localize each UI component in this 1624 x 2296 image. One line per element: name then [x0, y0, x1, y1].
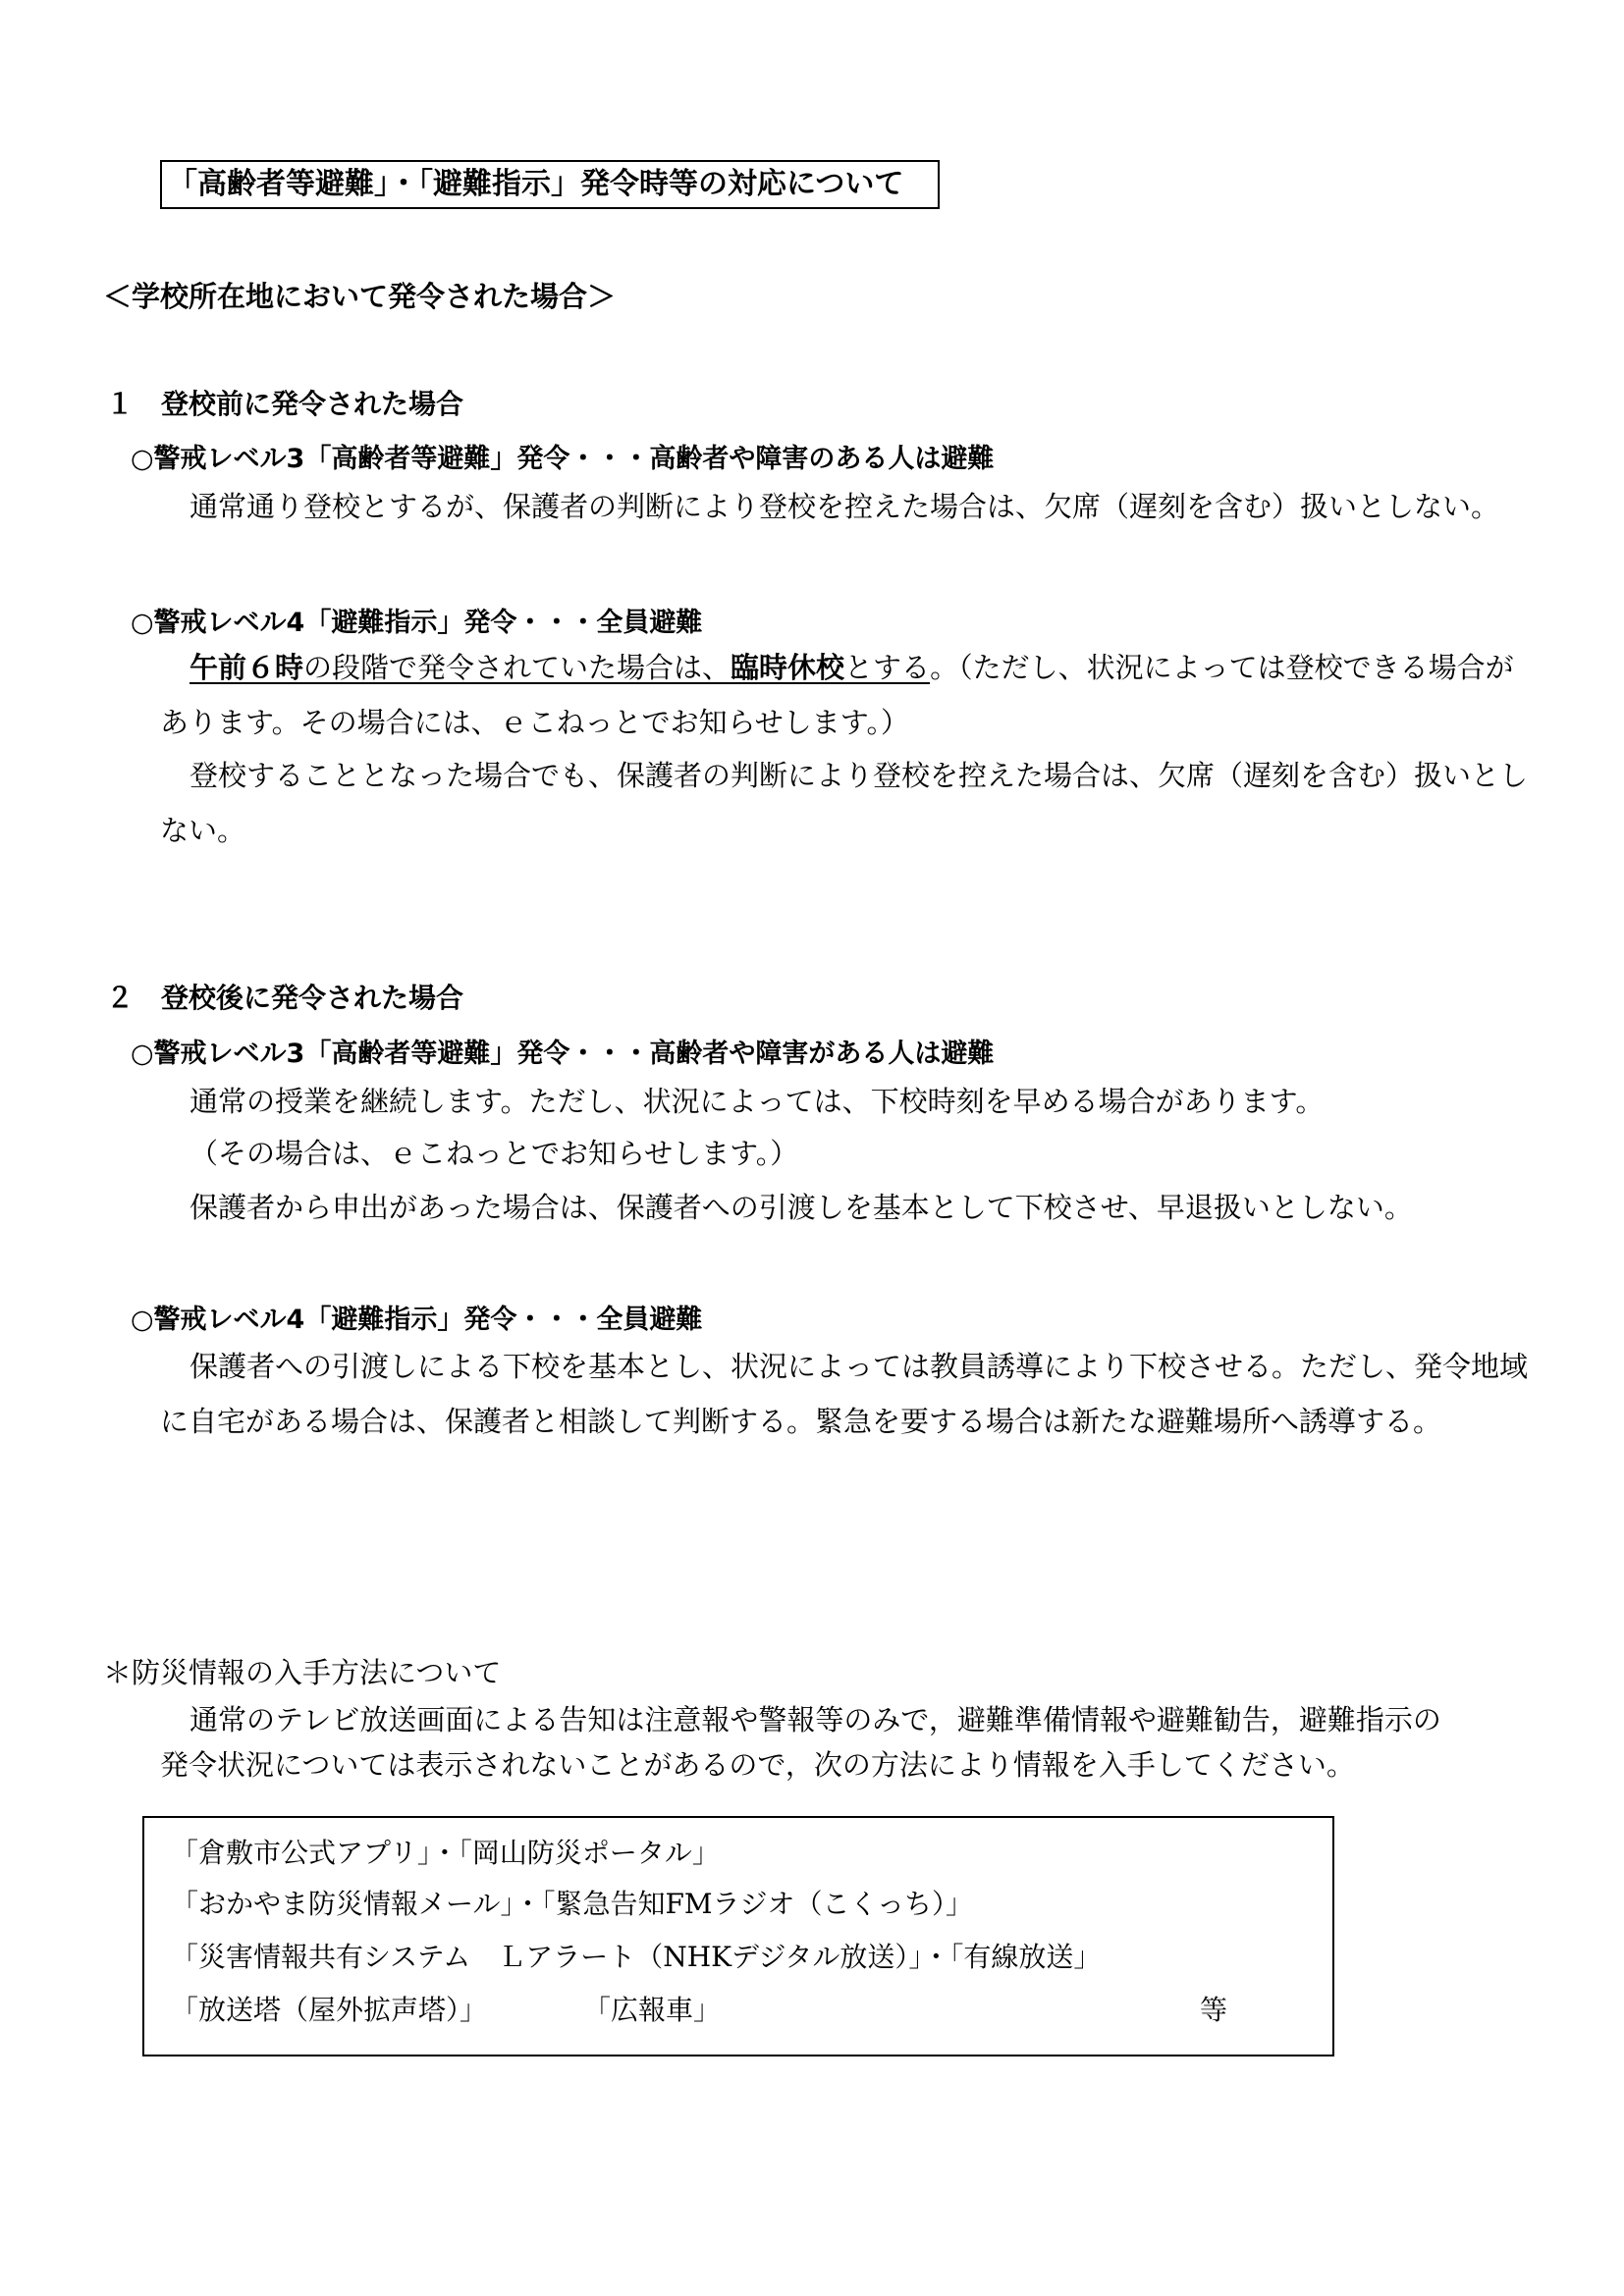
info-box-line-4-item-1: 「放送塔（屋外拡声塔）」	[171, 1994, 488, 2026]
closure-emphasis: 臨時休校	[731, 651, 845, 684]
note-text: 。（ただし、状況によっては登校できる場合が	[930, 651, 1514, 684]
section-1-level4-paragraph-2-line-1: 登校することとなった場合でも、保護者の判断により登校を控えた場合は、欠席（遅刻を含む）扱いとし	[189, 759, 1529, 792]
underlined-text-end: とする	[844, 651, 931, 684]
info-line-2: 発令状況については表示されないことがあるので，次の方法により情報を入手してください。	[160, 1748, 1355, 1782]
section-2-level3-line-3: 保護者から申出があった場合は、保護者への引渡しを基本として下校させ、早退扱いとしない。	[189, 1191, 1413, 1224]
section-2-level4-line-1: 保護者への引渡しによる下校を基本とし、状況によっては教員誘導により下校させる。ただし、発令地域	[189, 1350, 1529, 1383]
underlined-text: の段階で発令されていた場合は、	[303, 651, 731, 684]
info-heading: ＊防災情報の入手方法について	[103, 1656, 502, 1689]
section-2-level4-heading: ○警戒レベル4「避難指示」発令・・・全員避難	[131, 1305, 703, 1335]
info-box-line-3: 「災害情報共有システム Ｌアラート（NHKデジタル放送）」・「有線放送」	[171, 1941, 1102, 1973]
section-1-level4-paragraph-1-line-2: あります。その場合には、ｅこねっとでお知らせします。）	[160, 706, 909, 739]
time-emphasis: 午前６時	[189, 651, 304, 684]
section-1-level4-paragraph-2-line-2: ない。	[160, 814, 246, 847]
section-2-level3-line-2: （その場合は、ｅこねっとでお知らせします。）	[189, 1137, 799, 1170]
section-1-level3-text: 通常通り登校とするが、保護者の判断により登校を控えた場合は、欠席（遅刻を含む）扱いとしない。	[189, 490, 1500, 523]
section-1-level4-paragraph-1-line-1	[189, 651, 1514, 684]
document-title: 「高齢者等避難」・「避難指示」発令時等の対応について	[160, 160, 940, 209]
section-2-level3-line-1: 通常の授業を継続します。ただし、状況によっては、下校時刻を早める場合があります。	[189, 1085, 1325, 1118]
section-1-level3-heading: ○警戒レベル3「高齢者等避難」発令・・・高齢者や障害のある人は避難	[131, 444, 995, 474]
info-box-line-4-etc: 等	[1200, 1994, 1228, 2026]
section-1-level4-heading: ○警戒レベル4「避難指示」発令・・・全員避難	[131, 608, 703, 638]
section-2-level3-heading: ○警戒レベル3「高齢者等避難」発令・・・高齢者や障害がある人は避難	[131, 1039, 995, 1069]
section-2-level4-line-2: に自宅がある場合は、保護者と相談して判断する。緊急を要する場合は新たな避難場所へ誘導する。	[160, 1405, 1442, 1438]
info-box-line-2: 「おかやま防災情報メール」・「緊急告知FMラジオ（こくっち）」	[171, 1888, 973, 1920]
info-box-line-1: 「倉敷市公式アプリ」・「岡山防災ポータル」	[171, 1837, 720, 1869]
info-line-1: 通常のテレビ放送画面による告知は注意報や警報等のみで，避難準備情報や避難勧告，避難指示の	[189, 1703, 1441, 1736]
info-box-line-4-item-2: 「広報車」	[583, 1994, 722, 2026]
section-1-heading: １ 登校前に発令された場合	[106, 388, 464, 420]
section-2-heading: ２ 登校後に発令された場合	[106, 982, 464, 1014]
document-subtitle: ＜学校所在地において発令された場合＞	[103, 280, 617, 313]
